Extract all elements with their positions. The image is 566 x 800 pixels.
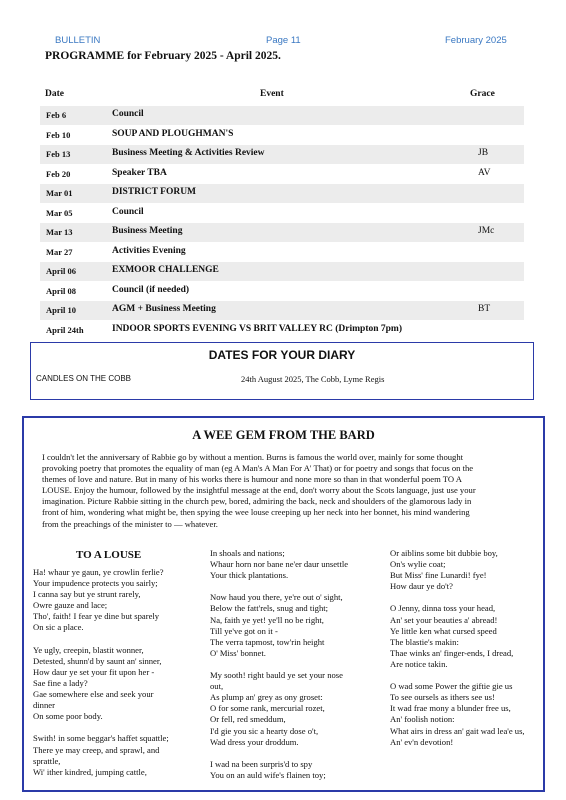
poem-line: Sae fine a lady? [33,677,88,688]
row-event: Business Meeting [112,226,183,236]
poem-line: Detested, shunn'd by saunt an' sinner, [33,655,162,666]
poem-line: How daur ye set your fit upon her - [33,666,155,677]
row-date: April 10 [46,305,76,315]
row-date: Mar 01 [46,188,73,198]
poem-line: Now haud you there, ye're out o' sight, [210,592,343,603]
header-page-number: Page 11 [266,35,301,46]
poem-line: It wad frae mony a blunder free us, [390,703,511,714]
row-grace: JMc [478,226,495,236]
row-event: Council (if needed) [112,284,190,295]
poem-line: Ha! whaur ye gaun, ye crowlin ferlie? [33,567,164,577]
poem-column-2 [210,548,348,781]
poem-column-3 [390,548,525,748]
intro-line: front of him, wondering what might be, then spying the wee louse creeping up her neck into her bonnet, his mind wandering [42,507,470,518]
row-event: Activities Evening [112,245,186,256]
row-grace: JB [478,148,489,158]
poem-line: Ye ugly, creepin, blastit wonner, [33,644,144,655]
column-header-event: Event [260,89,284,99]
intro-line: I couldn't let the anniversary of Rabbie go by without a mention. Burns is famous the world over, mainly for some thought [42,452,464,462]
poem-line: The blastie's makin: [390,636,459,647]
row-event: DISTRICT FORUM [112,187,197,197]
row-date: April 24th [46,324,84,335]
poem-line: As plump an' grey as ony groset: [210,692,323,703]
poem-line: out, [210,681,224,692]
bard-box [22,416,545,792]
poem-line [210,748,348,759]
poem-line: Na, faith ye yet! ye'll no be right, [210,614,324,625]
row-date: April 08 [46,285,76,296]
header-bulletin: BULLETIN [55,35,101,46]
poem-line: O' Miss' bonnet. [210,647,266,658]
programme-row [40,243,524,262]
programme-row [40,126,524,145]
poem-line: But Miss' fine Lunardi! fye! [390,570,487,581]
row-event: INDOOR SPORTS EVENING VS BRIT VALLEY RC (Drimpton 7pm) [112,323,403,334]
programme-row [40,145,524,164]
poem-line: On's wylie coat; [390,559,446,570]
poem-line: O Jenny, dinna toss your head, [390,603,496,614]
intro-line: LOUSE. Enjoy the humour, followed by the insightful message at the end, don't worry about the Scots language, just use your [42,485,476,496]
row-event: Council [112,109,144,119]
poem-line: Swith! in some beggar's haffet squattle; [33,733,169,744]
poem-line [33,722,169,733]
poem-line: I wad na been surpris'd to spy [210,758,313,769]
poem-line: Wad dress your droddum. [210,736,299,747]
poem-line: I'd gie you sic a hearty dose o't, [210,725,319,736]
poem-line: There ye may creep, and sprawl, and [33,744,160,755]
diary-title: DATES FOR YOUR DIARY [208,348,356,362]
poem-line: What airs in dress an' gait wad lea'e us, [390,725,525,736]
column-header-grace: Grace [470,89,495,99]
poem-line: Tho', faith! I fear ye dine but sparely [33,611,160,622]
header-date: February 2025 [445,35,507,46]
diary-event: CANDLES ON THE COBB [36,374,131,383]
programme-row [40,301,524,320]
poem-line: Thae winks an' finger-ends, I dread, [390,647,514,658]
poem-line: Are notice takin. [390,658,448,669]
poem-line: An' ev'n devotion! [390,736,454,747]
poem-line: Owre gauze and lace; [33,600,108,611]
row-event: AGM + Business Meeting [112,304,216,314]
programme-row [40,282,524,301]
poem-line: In shoals and nations; [210,548,285,558]
poem-line: Wi' ither kindred, jumping cattle, [33,766,147,777]
poem-line: sprattle, [33,755,61,766]
intro-line: provoking poetry that promotes the equality of man (eg A Man's A Man For A' That) or for poetry and songs that focus on the [42,463,474,474]
programme-row [40,262,524,281]
poem-line: The verra tapmost, tow'rin height [210,636,325,647]
row-date: Mar 05 [46,207,73,218]
diary-box [30,342,534,400]
poem-line [210,659,348,670]
poem-line: O for some rank, mercurial rozet, [210,703,325,714]
poem-line: Whaur horn nor bane ne'er daur unsettle [210,559,349,570]
programme-row [40,165,524,184]
poem-line: Gae somewhere else and seek your [33,689,154,700]
poem-line: Your impudence protects you sairly; [33,578,158,589]
programme-title: PROGRAMME for February 2025 - April 2025. [45,50,281,62]
column-header-date: Date [45,89,64,99]
poem-line: On some poor body. [33,711,103,722]
row-date: Mar 13 [46,227,73,237]
row-event: Business Meeting & Activities Review [112,148,265,158]
poem-line: On sic a place. [33,622,84,633]
poem-line: To see oursels as ithers see us! [390,692,495,703]
row-date: Feb 13 [46,149,71,159]
row-date: Feb 20 [46,168,71,179]
programme-row [40,321,524,340]
intro-line: from the preachings of the minister to — whatever. [42,518,218,529]
programme-row [40,106,524,125]
poem-line: How daur ye do't? [390,581,453,592]
row-date: Feb 10 [46,129,71,140]
row-event: SOUP AND PLOUGHMAN'S [112,128,234,139]
poem-line [390,670,525,681]
row-event: Speaker TBA [112,167,167,178]
programme-row [40,204,524,223]
poem-line: My sooth! right bauld ye set your nose [210,670,343,681]
poem-line: Till ye've got on it - [210,625,278,636]
poem-line: Below the fatt'rels, snug and tight; [210,603,329,614]
row-event: Council [112,206,144,217]
poem-line: You on an auld wife's flainen toy; [210,769,326,780]
row-date: April 06 [46,266,76,276]
row-event: EXMOOR CHALLENGE [112,265,219,275]
poem-line: Or fell, red smeddum, [210,714,286,725]
diary-date: 24th August 2025, The Cobb, Lyme Regis [241,374,385,384]
bard-intro [42,452,530,530]
poem-line: O wad some Power the giftie gie us [390,681,513,692]
poem-line: I canna say but ye strunt rarely, [33,589,141,600]
row-grace: AV [478,167,491,178]
poem-line [210,581,348,592]
programme-row [40,223,524,242]
row-date: Feb 6 [46,110,67,120]
poem-line: Your thick plantations. [210,570,289,581]
poem-line: An' set your beauties a' abread! [390,614,498,625]
poem-line: An' foolish notion: [390,714,455,725]
poem-title: TO A LOUSE [76,549,142,561]
row-date: Mar 27 [46,246,73,257]
intro-line: imagination. Picture Rabbie sitting in the church pew, bored, admiring the back, neck and shoulders of the glamorous lady in [42,496,472,507]
poem-line: dinner [33,700,55,711]
poem-line: Ye little ken what cursed speed [390,625,497,636]
poem-column-1 [33,567,169,778]
bard-title: A WEE GEM FROM THE BARD [192,428,375,442]
programme-row [40,184,524,203]
poem-line [390,592,525,603]
intro-line: themes of love and nature. But in many of his works there is humour and none more so than in that wonderful poem TO A [42,474,462,485]
poem-line: Or aiblins some bit dubbie boy, [390,548,498,558]
row-grace: BT [478,304,491,314]
poem-line [33,634,169,645]
